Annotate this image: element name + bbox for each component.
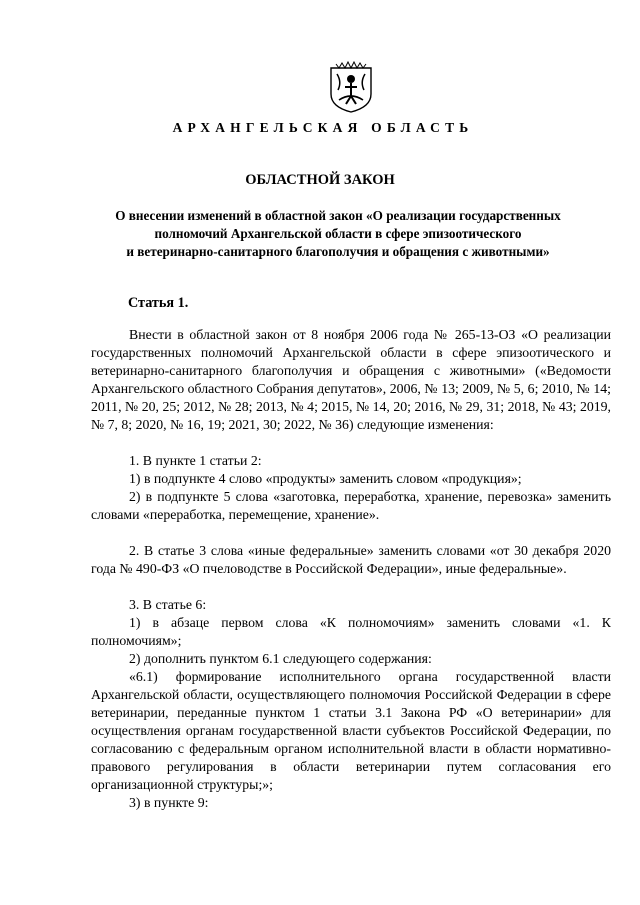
item1-heading: 1. В пункте 1 статьи 2:: [129, 453, 262, 468]
law-title-line: полномочий Архангельской области в сфере эпизоотического: [154, 226, 522, 241]
item3-heading: 3. В статье 6:: [129, 597, 207, 612]
law-title: [60, 207, 616, 261]
region-name: АРХАНГЕЛЬСКАЯ ОБЛАСТЬ: [172, 120, 474, 135]
item3-subitem-1: 1) в абзаце первом слова «К полномочиям» заменить словами «1. К полномочиям»;: [91, 615, 611, 648]
article-heading: Статья 1.: [128, 295, 189, 311]
article-intro-paragraph: Внести в областной закон от 8 ноября 2006 года № 265-13-ОЗ «О реализации государственных полномочий Архангельской области в сфере эпизоотического и ветеринарно-санитарного благополучия и обращения с животными» («Ведомости Архангельского областного Собрания депутатов», 2006, № 13; 2009, № 5, 6; 2010, № 14; 2011, № 20, 25; 2012, № 28; 2013, № 4; 2015, № 14, 20; 2016, № 29, 31; 2018, № 43; 2019, № 7, 8; 2020, № 16, 19; 2021, 30; 2022, № 36) следующие изменения:: [91, 327, 611, 432]
item3-subitem-2: 2) дополнить пунктом 6.1 следующего содержания:: [129, 651, 432, 666]
item1-subitem-2: 2) в подпункте 5 слова «заготовка, переработка, хранение, перевозка» заменить словами «переработка, перемещение, хранение».: [91, 489, 611, 522]
item3-subitem-3: 3) в пункте 9:: [129, 795, 209, 810]
law-title-line: и ветеринарно-санитарного благополучия и обращения с животными»: [126, 244, 550, 259]
law-type-heading: ОБЛАСТНОЙ ЗАКОН: [245, 172, 395, 188]
item3-quoted-text: «6.1) формирование исполнительного органа государственной власти Архангельской области, осуществляющего полномочия Российской Федерации в сфере ветеринарии, переданные пунктом 1 статьи 3.1 Закона РФ «О ветеринарии» для осуществления органам государственной власти субъектов Российской Федерации, по согласованию с федеральным органом исполнительной власти в области нормативно-правового регулирования в области ветеринарии путем согласования его организационной структуры;»;: [91, 669, 611, 792]
item1-subitem-1: 1) в подпункте 4 слово «продукты» заменить словом «продукция»;: [129, 471, 522, 486]
arkhangelsk-coat-of-arms-icon: [328, 60, 374, 113]
law-title-line: О внесении изменений в областной закон «О реализации государственных: [115, 208, 561, 223]
item2-paragraph: 2. В статье 3 слова «иные федеральные» заменить словами «от 30 декабря 2020 года № 490-ФЗ «О пчеловодстве в Российской Федерации», иные федеральные».: [91, 543, 611, 576]
article-body: [91, 326, 611, 812]
